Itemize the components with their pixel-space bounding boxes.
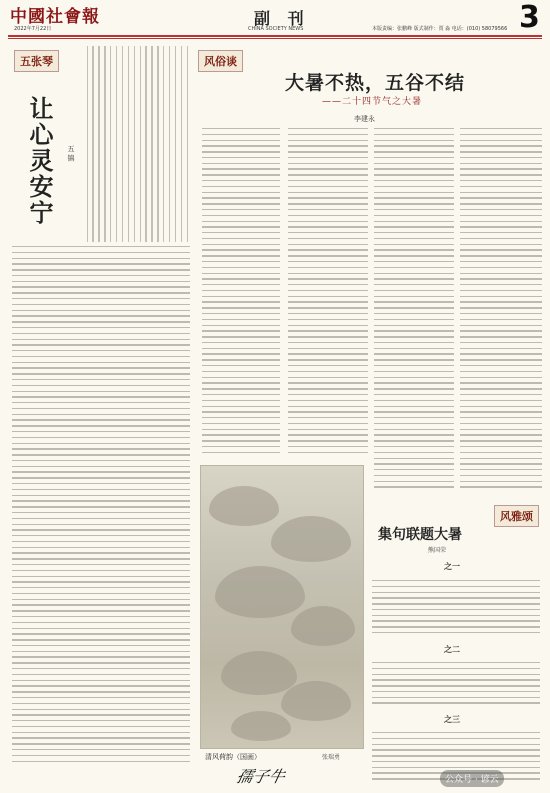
masthead-rule (8, 35, 542, 37)
issue-date: 2022年7月22日 (14, 26, 52, 32)
column-tag-poetry: 风雅颂 (494, 505, 539, 527)
poem-part-1-text (372, 580, 540, 640)
poem-part-2: 之二 (444, 644, 460, 654)
painting-credit: 张瑞勇 (322, 754, 341, 761)
poem-part-1: 之一 (444, 561, 460, 571)
editor-info: 本版责编：张鹏峰 版式制作：贾 淼 电话：(010) 58079566 (372, 26, 508, 32)
article-author-left: 五 镇 (67, 145, 75, 162)
article-title-left: 让心灵安宁 (25, 96, 54, 226)
column-tag-left: 五张琴 (14, 50, 59, 72)
editor-signature: 孺子牛 (234, 767, 287, 786)
left-column-body-text (12, 246, 190, 766)
section-title: 副 刊 (254, 9, 310, 28)
lotus-painting (200, 465, 364, 749)
wechat-watermark: 公众号 · 谚云 (440, 770, 504, 787)
feature-subtitle: ——二十四节气之大暑 (322, 97, 423, 107)
feature-body-col-2 (288, 128, 368, 458)
feature-body-col-3 (374, 128, 454, 498)
newspaper-logo: 中國社會報 (10, 7, 100, 27)
masthead-rule-thin (8, 38, 542, 39)
section-title-en: CHINA SOCIETY NEWS (248, 26, 304, 32)
feature-body-col-4 (460, 128, 542, 498)
painting-caption: 清风荷韵（国画） (205, 753, 261, 761)
left-column-vertical-text (82, 46, 188, 242)
masthead (0, 0, 550, 36)
column-tag-middle: 风俗谈 (198, 50, 243, 72)
page-number: 3 (519, 0, 540, 35)
poem-author: 熊国荣 (428, 547, 447, 554)
poem-part-3: 之三 (444, 714, 460, 724)
feature-body-col-1 (202, 128, 280, 458)
poem-part-2-text (372, 662, 540, 710)
feature-title: 大暑不热，五谷不结 (285, 72, 466, 94)
feature-author: 李建永 (354, 115, 375, 123)
poem-title: 集句联题大暑 (378, 527, 462, 543)
